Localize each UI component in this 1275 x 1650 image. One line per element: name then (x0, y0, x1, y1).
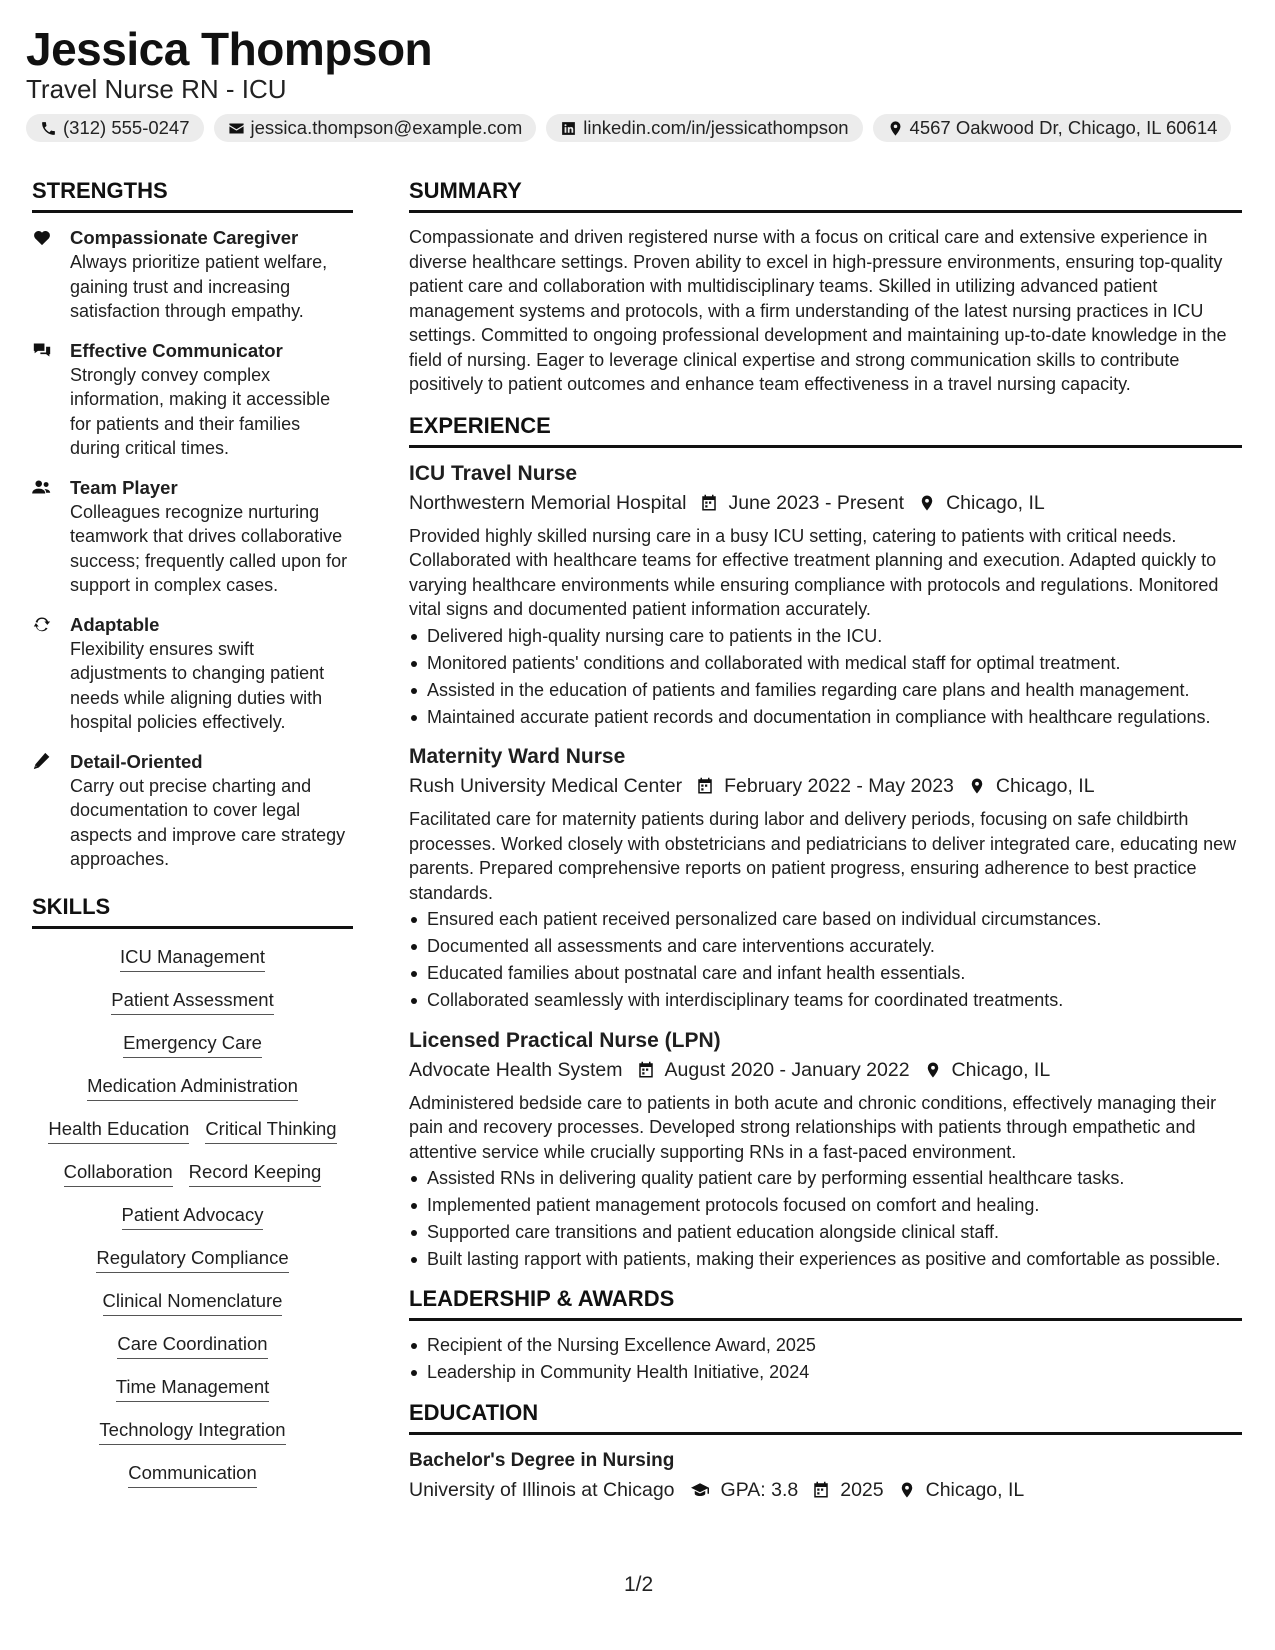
summary-heading: SUMMARY (409, 178, 1242, 213)
calendar-icon (696, 777, 714, 795)
contact-linkedin-text: linkedin.com/in/jessicathompson (583, 117, 849, 138)
contact-address (873, 114, 1232, 142)
strength-item (32, 612, 353, 735)
list-item: Built lasting rapport with patients, making their experiences as positive and comfortable as possible. (409, 1247, 1242, 1272)
envelope-icon (228, 120, 245, 137)
skill-tag: Technology Integration (99, 1418, 285, 1445)
strength-item (32, 749, 353, 872)
school-name: University of Illinois at Chicago (409, 1479, 675, 1501)
calendar-icon (637, 1061, 655, 1079)
contact-linkedin[interactable] (546, 114, 862, 142)
calendar-icon (812, 1481, 830, 1499)
list-item: Documented all assessments and care interventions accurately. (409, 934, 1242, 959)
graduation-year: 2025 (840, 1479, 884, 1501)
skill-tag: Patient Advocacy (122, 1203, 264, 1230)
skill-tag: Emergency Care (123, 1031, 262, 1058)
job-employer: Advocate Health System (409, 1058, 623, 1081)
job-dates: June 2023 - Present (728, 491, 905, 514)
strength-item (32, 475, 353, 598)
map-pin-icon (924, 1061, 942, 1079)
list-item: Monitored patients' conditions and collaborated with medical staff for optimal treatment. (409, 651, 1242, 676)
pencil-icon (32, 752, 52, 770)
list-item: Ensured each patient received personalized care based on individual circumstances. (409, 907, 1242, 932)
strength-desc: Flexibility ensures swift adjustments to changing patient needs while aligning duties with hospital policies effectively. (70, 638, 325, 732)
job-dates: February 2022 - May 2023 (724, 775, 954, 797)
heart-icon (32, 228, 52, 246)
contact-phone-text: (312) 555-0247 (63, 117, 190, 138)
job-dates: August 2020 - January 2022 (664, 1058, 910, 1081)
contact-email-text: jessica.thompson@example.com (250, 117, 523, 138)
strength-desc: Strongly convey complex information, making it accessible for patients and their families during critical times. (70, 364, 331, 458)
calendar-icon (700, 494, 718, 512)
list-item: Supported care transitions and patient education alongside clinical staff. (409, 1220, 1242, 1245)
list-item: Recipient of the Nursing Excellence Award, 2025 (409, 1333, 1242, 1358)
contact-bar (26, 114, 1231, 142)
users-icon (32, 478, 52, 496)
strength-title: Effective Communicator (70, 339, 283, 361)
map-pin-icon (898, 1481, 916, 1499)
candidate-name: Jessica Thompson (26, 23, 433, 75)
leadership-list (409, 1333, 1242, 1385)
job-title: ICU Travel Nurse (409, 461, 578, 485)
job-employer: Rush University Medical Center (409, 775, 683, 797)
job-entry (409, 1027, 1242, 1272)
job-description: Administered bedside care to patients in both acute and chronic conditions, effectively managing their pain and recovery processes. Developed strong relationships with patients through empathetic and attentive service while crucially supporting RNs in a fast-paced environment. (409, 1092, 1217, 1162)
job-bullets (409, 624, 1242, 730)
phone-icon (40, 120, 57, 137)
candidate-role: Travel Nurse RN - ICU (26, 74, 287, 104)
skill-tag: Record Keeping (189, 1160, 322, 1187)
strength-item (32, 338, 353, 461)
job-meta (409, 488, 1242, 518)
job-location: Chicago, IL (995, 775, 1095, 797)
contact-address-text: 4567 Oakwood Dr, Chicago, IL 60614 (909, 117, 1218, 138)
degree-title: Bachelor's Degree in Nursing (409, 1450, 675, 1471)
skill-tag: Care Coordination (117, 1332, 267, 1359)
skills-list (32, 941, 353, 1488)
sync-icon (32, 615, 52, 633)
skill-tag: Medication Administration (87, 1074, 298, 1101)
strengths-heading: STRENGTHS (32, 178, 353, 213)
map-pin-icon (968, 777, 986, 795)
contact-email[interactable] (214, 114, 537, 142)
graduation-cap-icon (689, 1481, 711, 1499)
list-item: Leadership in Community Health Initiative, 2024 (409, 1360, 1242, 1385)
skill-tag: Clinical Nomenclature (103, 1289, 283, 1316)
job-location: Chicago, IL (951, 1058, 1051, 1081)
job-description: Provided highly skilled nursing care in a busy ICU setting, catering to patients with critical needs. Collaborated with healthcare teams for effective treatment planning and execution. Adapted quickly to varying healthcare environments while ensuring compliance with protocols and regulations. Monitored vital signs and documented patient information accurately. (409, 525, 1219, 619)
strength-title: Team Player (70, 476, 178, 498)
skill-tag: ICU Management (120, 945, 265, 972)
list-item: Delivered high-quality nursing care to patients in the ICU. (409, 624, 1242, 649)
list-item: Assisted RNs in delivering quality patient care by performing essential healthcare tasks. (409, 1166, 1242, 1191)
school-location: Chicago, IL (925, 1479, 1025, 1501)
gpa: GPA: 3.8 (720, 1479, 799, 1501)
skill-tag: Patient Assessment (111, 988, 273, 1015)
strength-title: Detail-Oriented (70, 750, 203, 772)
linkedin-icon (560, 120, 577, 137)
contact-phone[interactable] (26, 114, 204, 142)
list-item: Collaborated seamlessly with interdisciplinary teams for coordinated treatments. (409, 988, 1242, 1013)
map-pin-icon (918, 494, 936, 512)
list-item: Maintained accurate patient records and documentation in compliance with healthcare regulations. (409, 705, 1242, 730)
strength-title: Adaptable (70, 613, 160, 635)
skills-heading: SKILLS (32, 894, 353, 929)
job-entry (409, 743, 1242, 1013)
strength-desc: Always prioritize patient welfare, gaining trust and increasing satisfaction through empathy. (70, 252, 328, 321)
education-heading: EDUCATION (409, 1400, 1242, 1435)
page-number: 1/2 (624, 1573, 654, 1596)
leadership-heading: LEADERSHIP & AWARDS (409, 1286, 1242, 1321)
job-description: Facilitated care for maternity patients during labor and delivery periods, focusing on safe childbirth processes. Worked closely with obstetricians and pediatricians to deliver integrated care, educating new parents. Prepared comprehensive reports on patient progress, ensuring adherence to best practice standards. (409, 809, 1237, 903)
job-meta (409, 1055, 1242, 1085)
chat-bubbles-icon (32, 341, 52, 359)
job-bullets (409, 1166, 1242, 1272)
skill-tag: Health Education (48, 1117, 189, 1144)
skill-tag: Time Management (116, 1375, 270, 1402)
job-location: Chicago, IL (946, 491, 1045, 514)
summary-text: Compassionate and driven registered nurse with a focus on critical care and extensive experience in diverse healthcare settings. Proven ability to excel in high-pressure environments, ensuring top-quality patient care and collaboration with multidisciplinary teams. Skilled in utilizing advanced patient management systems and protocols, with a firm understanding of the latest nursing practices in ICU settings. Committed to ongoing professional development and maintaining up-to-date knowledge in the field of nursing. Eager to leverage clinical expertise and strong communication skills to contribute positively to patient outcomes and enhance team effectiveness in a travel nursing capacity. (409, 227, 1227, 394)
job-meta (409, 771, 1242, 801)
list-item: Assisted in the education of patients and families regarding care plans and health management. (409, 678, 1242, 703)
right-column (409, 178, 1242, 1511)
list-item: Implemented patient management protocols focused on comfort and healing. (409, 1193, 1242, 1218)
strength-desc: Carry out precise charting and documentation to cover legal aspects and improve care strategy approaches. (70, 775, 346, 869)
strength-desc: Colleagues recognize nurturing teamwork that drives collaborative success; frequently called upon for support in complex cases. (70, 501, 348, 595)
skill-tag: Regulatory Compliance (96, 1246, 288, 1273)
strength-title: Compassionate Caregiver (70, 227, 299, 248)
left-column (32, 178, 353, 1504)
job-title: Licensed Practical Nurse (LPN) (409, 1028, 721, 1052)
list-item: Educated families about postnatal care and infant health essentials. (409, 961, 1242, 986)
job-entry (409, 460, 1242, 730)
job-title: Maternity Ward Nurse (409, 745, 626, 768)
strength-item (32, 225, 353, 324)
skill-tag: Collaboration (64, 1160, 173, 1187)
skill-tag: Communication (128, 1461, 257, 1488)
job-employer: Northwestern Memorial Hospital (409, 491, 687, 514)
job-bullets (409, 907, 1242, 1013)
education-meta (409, 1475, 1242, 1505)
experience-heading: EXPERIENCE (409, 413, 1242, 448)
skill-tag: Critical Thinking (205, 1117, 336, 1144)
map-pin-icon (887, 120, 904, 137)
